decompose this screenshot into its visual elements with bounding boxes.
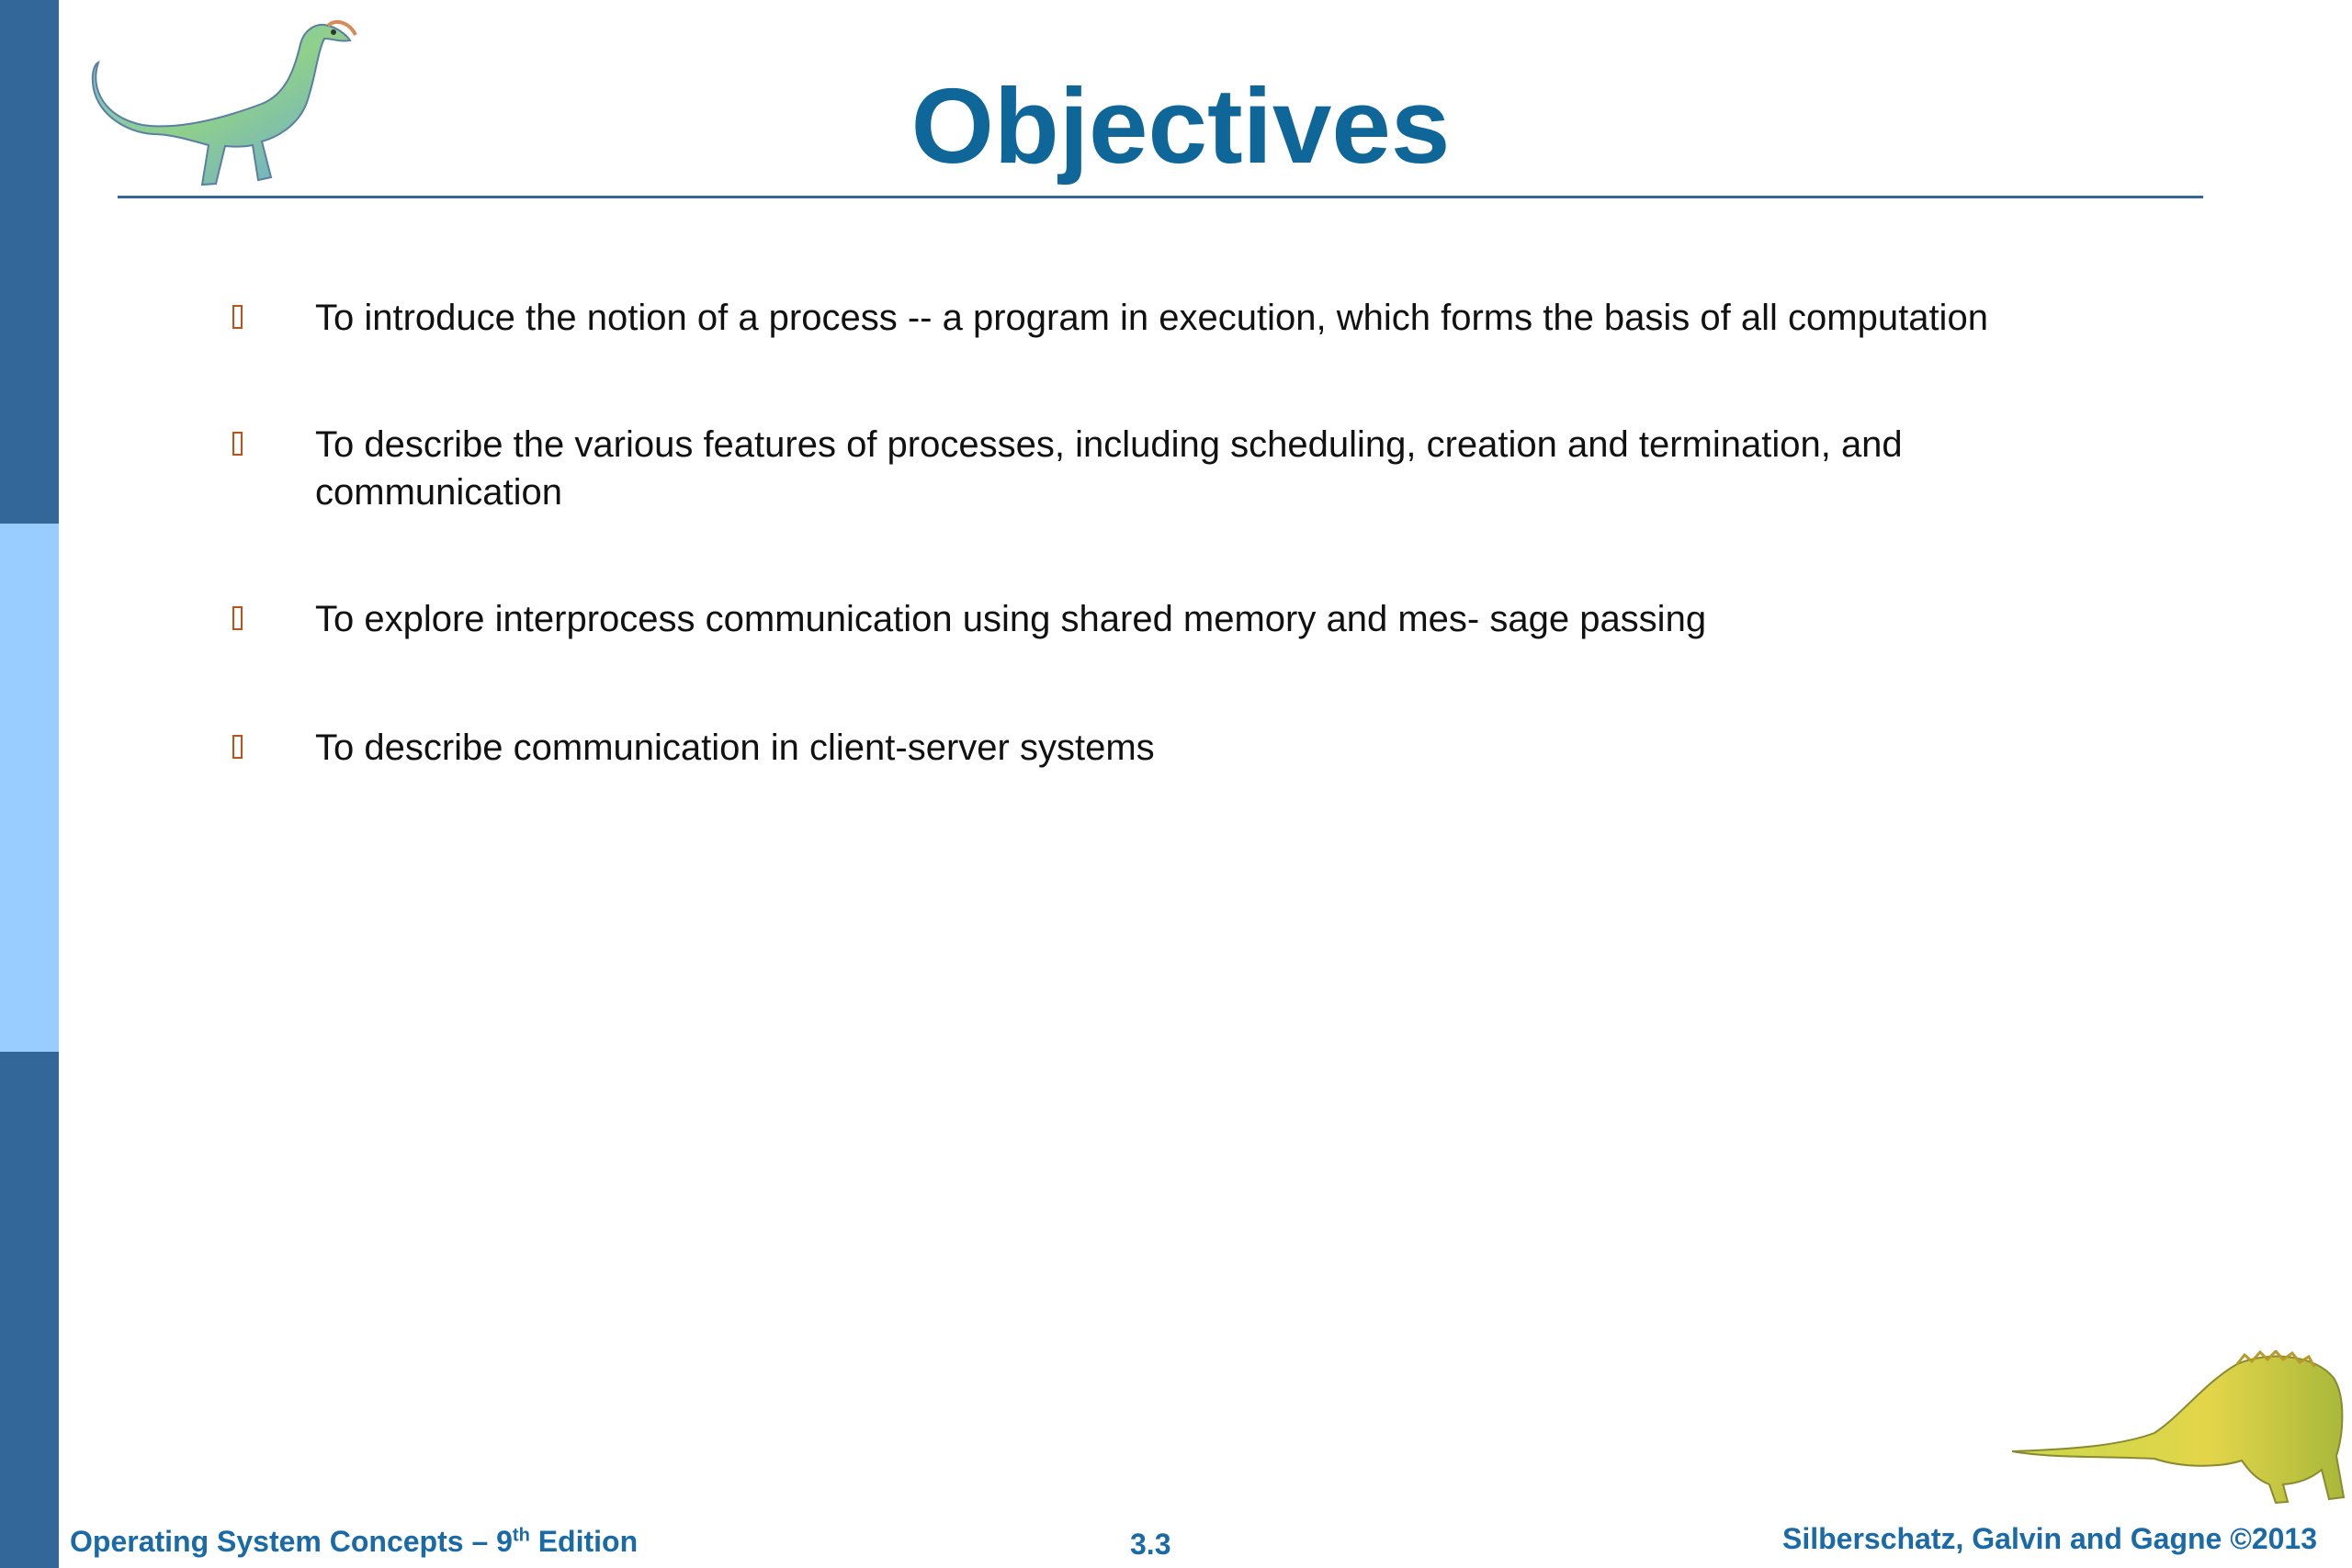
list-item xyxy=(230,724,2067,772)
sidebar-band-bottom xyxy=(0,1052,59,1568)
dinosaur-icon xyxy=(2007,1350,2347,1516)
square-bullet-icon xyxy=(232,305,243,329)
square-bullet-icon xyxy=(232,432,243,456)
slide-title: Objectives xyxy=(910,66,1451,186)
list-item xyxy=(230,595,2067,643)
objectives-list xyxy=(230,294,2067,852)
bullet-text: To describe the various features of processes, including scheduling, creation and termination, and communication xyxy=(315,424,1903,513)
footer-authors: Silberschatz, Galvin and Gagne ©2013 xyxy=(1781,1522,2317,1555)
list-item xyxy=(230,294,2067,342)
bullet-text: To explore interprocess communication using shared memory and mes- sage passing xyxy=(315,599,1707,639)
square-bullet-icon xyxy=(232,606,243,630)
footer-page-number: 3.3 xyxy=(1130,1528,1171,1561)
bullet-text: To introduce the notion of a process -- a program in execution, which forms the basis of all computation xyxy=(315,298,1988,338)
bullet-text: To describe communication in client-server systems xyxy=(315,728,1155,768)
footer-book-title: Operating System Concepts – 9th Edition xyxy=(70,1525,639,1558)
square-bullet-icon xyxy=(232,735,243,759)
list-item xyxy=(230,421,2067,516)
sidebar-band-middle xyxy=(0,524,59,1052)
title-divider xyxy=(118,196,2203,198)
